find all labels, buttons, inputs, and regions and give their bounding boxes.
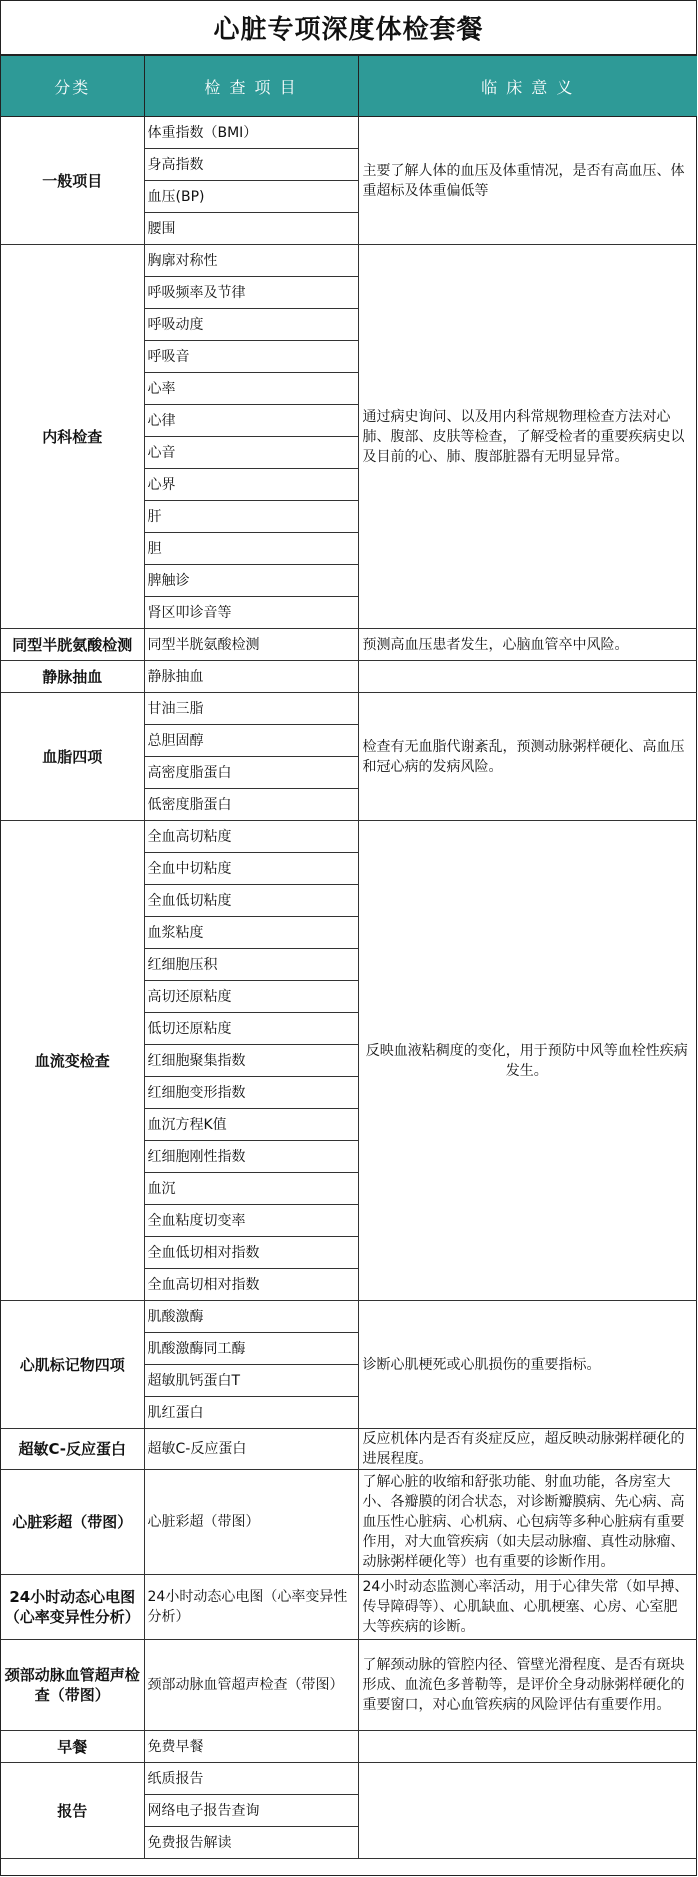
category-cell: 同型半胱氨酸检测 bbox=[1, 629, 144, 661]
table-row bbox=[1, 693, 697, 725]
exam-item-cell: 全血粘度切变率 bbox=[144, 1205, 358, 1237]
clinical-meaning-cell: 主要了解人体的血压及体重情况，是否有高血压、体重超标及体重偏低等 bbox=[358, 117, 697, 245]
exam-item-cell: 纸质报告 bbox=[144, 1763, 358, 1795]
exam-item-cell: 高切还原粘度 bbox=[144, 981, 358, 1013]
exam-item-cell: 脾触诊 bbox=[144, 565, 358, 597]
category-cell: 报告 bbox=[1, 1763, 144, 1859]
clinical-meaning-cell bbox=[358, 661, 697, 693]
exam-item-cell: 超敏肌钙蛋白T bbox=[144, 1365, 358, 1397]
exam-item-cell: 红细胞刚性指数 bbox=[144, 1141, 358, 1173]
exam-item-cell: 肌酸激酶同工酶 bbox=[144, 1333, 358, 1365]
exam-item-cell: 同型半胱氨酸检测 bbox=[144, 629, 358, 661]
exam-item-cell: 心率 bbox=[144, 373, 358, 405]
exam-item-cell: 体重指数（BMI） bbox=[144, 117, 358, 149]
category-cell: 血流变检查 bbox=[1, 821, 144, 1301]
category-cell: 24小时动态心电图（心率变异性分析） bbox=[1, 1575, 144, 1640]
exam-item-cell: 免费早餐 bbox=[144, 1731, 358, 1763]
exam-item-cell: 静脉抽血 bbox=[144, 661, 358, 693]
category-cell: 早餐 bbox=[1, 1731, 144, 1763]
table-row bbox=[1, 1640, 697, 1731]
exam-item-cell: 血沉 bbox=[144, 1173, 358, 1205]
table-row bbox=[1, 821, 697, 853]
clinical-meaning-cell: 预测高血压患者发生，心脑血管卒中风险。 bbox=[358, 629, 697, 661]
category-cell: 血脂四项 bbox=[1, 693, 144, 821]
exam-item-cell: 红细胞聚集指数 bbox=[144, 1045, 358, 1077]
table-row bbox=[1, 1470, 697, 1575]
exam-item-cell: 高密度脂蛋白 bbox=[144, 757, 358, 789]
table-row bbox=[1, 1575, 697, 1640]
category-cell: 心脏彩超（带图） bbox=[1, 1470, 144, 1575]
category-cell: 静脉抽血 bbox=[1, 661, 144, 693]
table-row bbox=[1, 1763, 697, 1795]
category-cell: 颈部动脉血管超声检查（带图） bbox=[1, 1640, 144, 1731]
exam-item-cell: 身高指数 bbox=[144, 149, 358, 181]
exam-item-cell: 腰围 bbox=[144, 213, 358, 245]
table-row bbox=[1, 1301, 697, 1333]
exam-item-cell: 全血中切粘度 bbox=[144, 853, 358, 885]
exam-item-cell: 血沉方程K值 bbox=[144, 1109, 358, 1141]
exam-item-cell: 免费报告解读 bbox=[144, 1827, 358, 1859]
table-row bbox=[1, 245, 697, 277]
table-body bbox=[1, 117, 697, 1859]
exam-item-cell: 心界 bbox=[144, 469, 358, 501]
exam-item-cell: 胆 bbox=[144, 533, 358, 565]
column-header-meaning: 临 床 意 义 bbox=[358, 56, 697, 117]
exam-item-cell: 呼吸音 bbox=[144, 341, 358, 373]
exam-item-cell: 全血高切相对指数 bbox=[144, 1269, 358, 1301]
exam-item-cell: 网络电子报告查询 bbox=[144, 1795, 358, 1827]
clinical-meaning-cell: 诊断心肌梗死或心肌损伤的重要指标。 bbox=[358, 1301, 697, 1429]
exam-item-cell: 红细胞压积 bbox=[144, 949, 358, 981]
exam-item-cell: 低密度脂蛋白 bbox=[144, 789, 358, 821]
exam-item-cell: 超敏C-反应蛋白 bbox=[144, 1429, 358, 1470]
clinical-meaning-cell: 反应机体内是否有炎症反应，超反映动脉粥样硬化的进展程度。 bbox=[358, 1429, 697, 1470]
exam-item-cell: 呼吸动度 bbox=[144, 309, 358, 341]
table-row bbox=[1, 1429, 697, 1470]
table-row bbox=[1, 629, 697, 661]
exam-item-cell: 肌酸激酶 bbox=[144, 1301, 358, 1333]
table-header-row bbox=[1, 56, 697, 117]
exam-item-cell: 肾区叩诊音等 bbox=[144, 597, 358, 629]
column-header-items: 检 查 项 目 bbox=[144, 56, 358, 117]
exam-item-cell: 全血高切粘度 bbox=[144, 821, 358, 853]
exam-item-cell: 总胆固醇 bbox=[144, 725, 358, 757]
clinical-meaning-cell bbox=[358, 1763, 697, 1859]
table-row bbox=[1, 117, 697, 149]
category-cell: 超敏C-反应蛋白 bbox=[1, 1429, 144, 1470]
exam-item-cell: 甘油三脂 bbox=[144, 693, 358, 725]
table-row bbox=[1, 1731, 697, 1763]
category-cell: 内科检查 bbox=[1, 245, 144, 629]
clinical-meaning-cell: 反映血液粘稠度的变化，用于预防中风等血栓性疾病发生。 bbox=[358, 821, 697, 1301]
exam-table bbox=[1, 55, 697, 1859]
clinical-meaning-cell: 了解心脏的收缩和舒张功能、射血功能，各房室大小、各瓣膜的闭合状态，对诊断瓣膜病、先心病、高血压性心脏病、心机病、心包病等多种心脏病有重要作用，对大血管疾病（如夫层动脉瘤、真性动脉瘤、动脉粥样硬化等）也有重要的诊断作用。 bbox=[358, 1470, 697, 1575]
page-title: 心脏专项深度体检套餐 bbox=[1, 1, 696, 55]
exam-item-cell: 颈部动脉血管超声检查（带图） bbox=[144, 1640, 358, 1731]
exam-item-cell: 胸廓对称性 bbox=[144, 245, 358, 277]
clinical-meaning-cell bbox=[358, 1731, 697, 1763]
clinical-meaning-cell: 检查有无血脂代谢紊乱，预测动脉粥样硬化、高血压和冠心病的发病风险。 bbox=[358, 693, 697, 821]
exam-item-cell: 血压(BP) bbox=[144, 181, 358, 213]
exam-item-cell: 血浆粘度 bbox=[144, 917, 358, 949]
exam-item-cell: 全血低切相对指数 bbox=[144, 1237, 358, 1269]
clinical-meaning-cell: 通过病史询问、以及用内科常规物理检查方法对心肺、腹部、皮肤等检查，了解受检者的重要疾病史以及目前的心、肺、腹部脏器有无明显异常。 bbox=[358, 245, 697, 629]
exam-item-cell: 24小时动态心电图（心率变异性分析） bbox=[144, 1575, 358, 1640]
table-row bbox=[1, 661, 697, 693]
column-header-category: 分类 bbox=[1, 56, 144, 117]
exam-item-cell: 肌红蛋白 bbox=[144, 1397, 358, 1429]
category-cell: 一般项目 bbox=[1, 117, 144, 245]
clinical-meaning-cell: 24小时动态监测心率活动，用于心律失常（如早搏、传导障碍等）、心肌缺血、心肌梗塞、心房、心室肥大等疾病的诊断。 bbox=[358, 1575, 697, 1640]
category-cell: 心肌标记物四项 bbox=[1, 1301, 144, 1429]
exam-item-cell: 低切还原粘度 bbox=[144, 1013, 358, 1045]
exam-item-cell: 心脏彩超（带图） bbox=[144, 1470, 358, 1575]
exam-item-cell: 心律 bbox=[144, 405, 358, 437]
exam-item-cell: 红细胞变形指数 bbox=[144, 1077, 358, 1109]
exam-item-cell: 呼吸频率及节律 bbox=[144, 277, 358, 309]
exam-item-cell: 肝 bbox=[144, 501, 358, 533]
clinical-meaning-cell: 了解颈动脉的管腔内径、管壁光滑程度、是否有斑块形成、血流色多普勒等，是评价全身动脉粥样硬化的重要窗口，对心血管疾病的风险评估有重要作用。 bbox=[358, 1640, 697, 1731]
exam-item-cell: 心音 bbox=[144, 437, 358, 469]
exam-item-cell: 全血低切粘度 bbox=[144, 885, 358, 917]
